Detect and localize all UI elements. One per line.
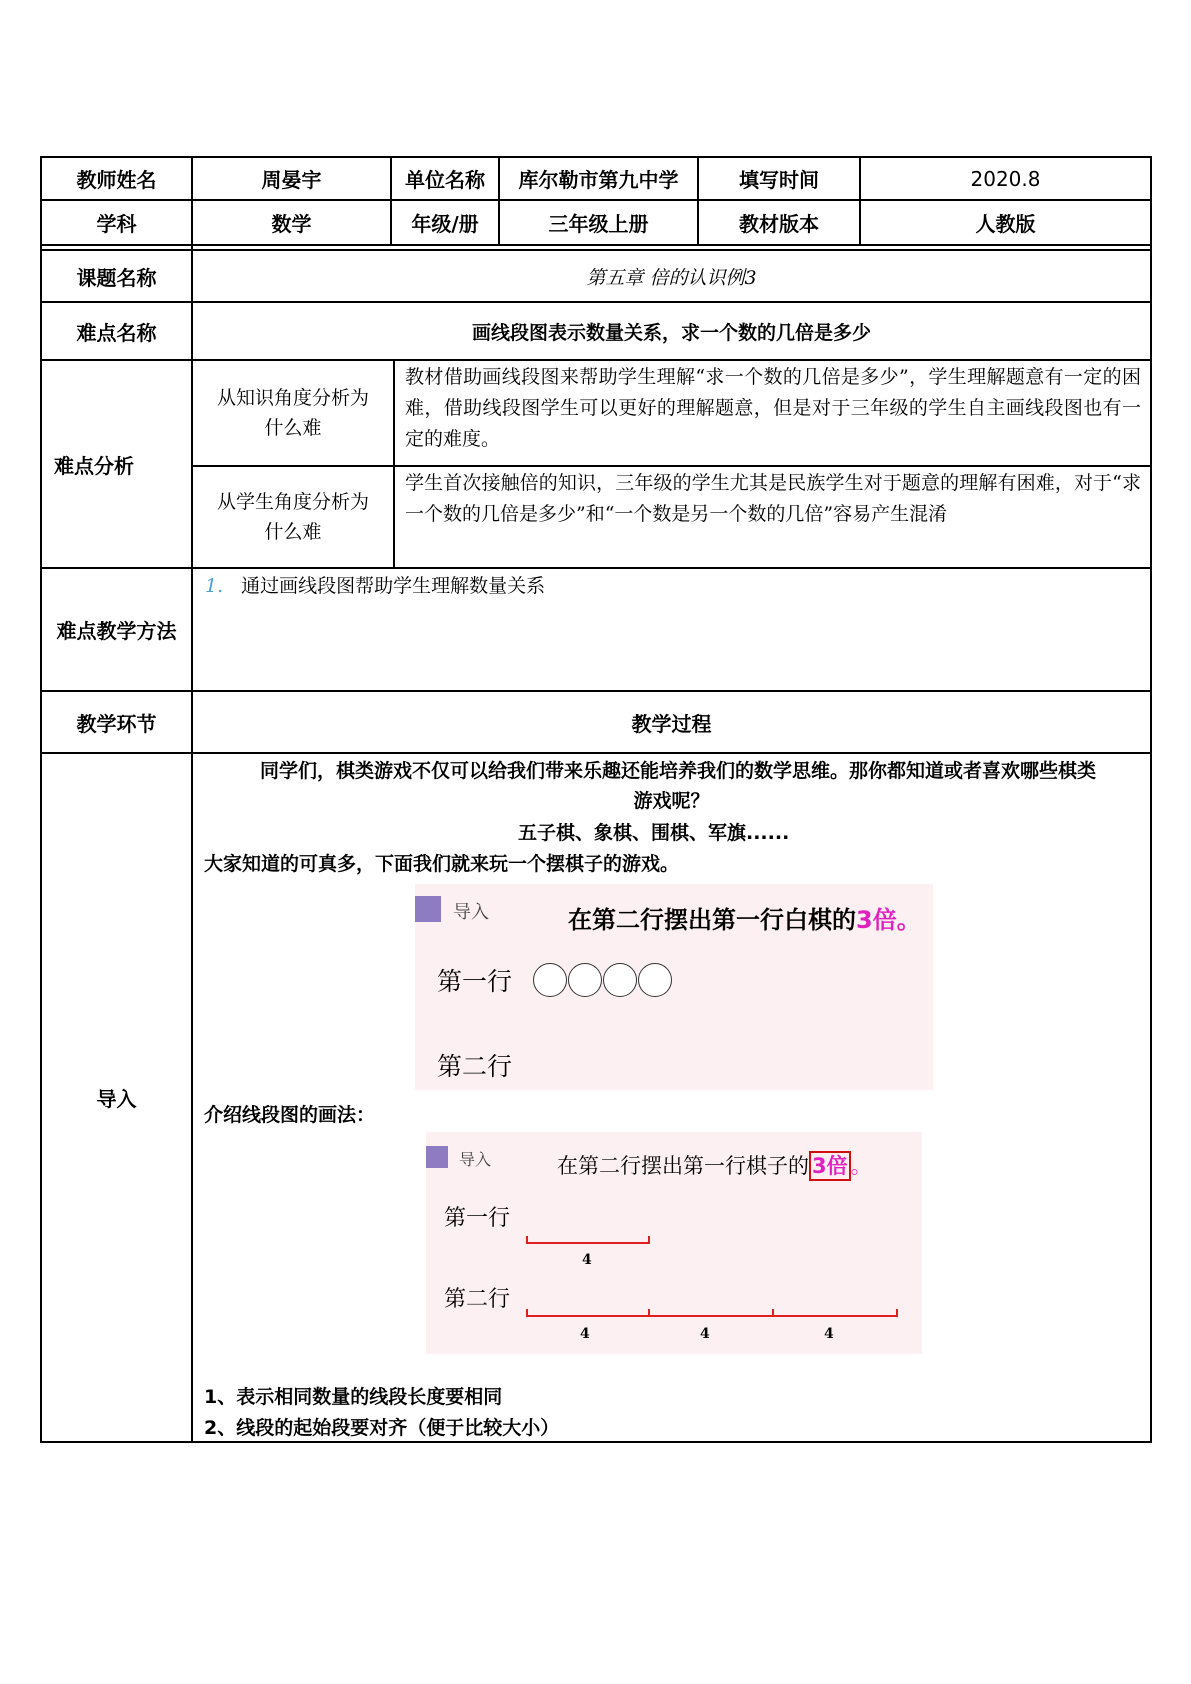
slide-title-highlight: 3倍	[809, 1151, 851, 1181]
student-angle-label-line1: 从学生角度分析为	[216, 491, 369, 513]
fill-date-value: 2020.8	[970, 166, 1041, 191]
grade-value: 三年级上册	[548, 212, 649, 236]
method-item	[205, 572, 545, 600]
slide-tag: 导入	[453, 902, 489, 923]
slide-title	[568, 900, 921, 935]
white-piece-circle	[533, 963, 567, 997]
intro-line2: 游戏呢？	[633, 790, 710, 812]
slide-title-highlight: 3倍	[856, 906, 897, 934]
intro-line3: 五子棋、象棋、围棋、军旗......	[518, 822, 790, 844]
table-border-right	[1150, 156, 1152, 1443]
slide-tag-square	[415, 896, 441, 922]
knowledge-angle-label-line1: 从知识角度分析为	[216, 387, 369, 409]
row2-value: 4	[580, 1326, 590, 1342]
knowledge-angle-label	[193, 361, 393, 465]
intro-line1: 同学们，棋类游戏不仅可以给我们带来乐趣还能培养我们的数学思维。那你都知道或者喜欢哪些棋类	[259, 760, 1096, 782]
slide-title-suffix: 。	[896, 906, 921, 934]
difficulty-value: 画线段图表示数量关系，求一个数的几倍是多少	[471, 321, 871, 344]
white-piece-circle	[568, 963, 602, 997]
edition-label: 教材版本	[739, 212, 819, 236]
edition-value: 人教版	[975, 212, 1036, 236]
unit-name-label: 单位名称	[405, 168, 485, 192]
white-piece-circle	[603, 963, 637, 997]
segment-tick	[896, 1309, 898, 1316]
segment-tick	[648, 1309, 650, 1316]
row1-label: 第一行	[437, 967, 513, 996]
slide-chess-circles	[415, 884, 933, 1090]
analysis-label: 难点分析	[54, 453, 134, 478]
unit-name-value: 库尔勒市第九中学	[518, 168, 679, 192]
table-rule	[40, 567, 1152, 569]
row2-value: 4	[824, 1326, 834, 1342]
teacher-name-value: 周晏宇	[261, 168, 322, 192]
row2-label: 第二行	[437, 1052, 513, 1081]
row1-segment	[526, 1242, 650, 1244]
row2-label: 第二行	[444, 1287, 511, 1312]
student-angle-label-line2: 什么难	[264, 521, 322, 543]
segment-tick	[526, 1236, 528, 1243]
topic-label: 课题名称	[76, 265, 157, 290]
knowledge-angle-label-line2: 什么难	[264, 417, 322, 439]
row1-label: 第一行	[444, 1206, 511, 1231]
slide-title	[557, 1150, 872, 1180]
topic-value: 第五章 倍的认识例3	[586, 266, 757, 289]
row2-value: 4	[700, 1326, 710, 1342]
slide-title-prefix: 在第二行摆出第一行棋子的	[557, 1154, 809, 1178]
rule-2: 2、线段的起始段要对齐（便于比较大小）	[204, 1417, 560, 1439]
student-angle-label	[193, 467, 393, 567]
student-angle-text: 学生首次接触倍的知识，三年级的学生尤其是民族学生对于题意的理解有困难，对于“求一个数的几倍是多少”和“一个数是另一个数的几倍”容易产生混淆	[405, 472, 1141, 525]
subject-label: 学科	[96, 212, 137, 236]
intro-line4: 大家知道的可真多，下面我们就来玩一个摆棋子的游戏。	[204, 853, 680, 875]
difficulty-label: 难点名称	[76, 320, 157, 345]
slide-title-prefix: 在第二行摆出第一行白棋的	[568, 906, 856, 934]
process-header: 教学过程	[631, 711, 712, 736]
rule-1: 1、表示相同数量的线段长度要相同	[204, 1386, 503, 1408]
knowledge-angle-text: 教材借助画线段图来帮助学生理解“求一个数的几倍是多少”，学生理解题意有一定的困难，借助线段图学生可以更好的理解题意，但是对于三年级的学生自主画线段图也有一定的难度。	[405, 366, 1141, 450]
white-piece-circle	[638, 963, 672, 997]
intro-line5: 介绍线段图的画法：	[204, 1104, 376, 1126]
slide-line-segments	[426, 1132, 922, 1354]
teacher-name-label: 教师姓名	[76, 168, 157, 192]
grade-label: 年级/册	[411, 212, 479, 236]
table-rule	[40, 752, 1152, 754]
method-item-number: 1.	[205, 575, 224, 597]
table-col-rule	[393, 359, 395, 569]
segment-tick	[648, 1236, 650, 1243]
fill-date-label: 填写时间	[739, 168, 819, 192]
slide-tag-square	[426, 1146, 448, 1168]
stage-header: 教学环节	[76, 711, 157, 736]
row1-value: 4	[582, 1252, 592, 1268]
subject-value: 数学	[271, 212, 312, 236]
table-rule	[40, 244, 1152, 246]
segment-tick	[526, 1309, 528, 1316]
slide-title-suffix: 。	[850, 1154, 872, 1178]
slide-tag: 导入	[459, 1150, 492, 1169]
method-label: 难点教学方法	[56, 619, 177, 643]
intro-stage-label: 导入	[96, 1087, 137, 1111]
row2-segment	[526, 1315, 898, 1317]
segment-tick	[772, 1309, 774, 1316]
method-item-text: 通过画线段图帮助学生理解数量关系	[241, 575, 546, 597]
